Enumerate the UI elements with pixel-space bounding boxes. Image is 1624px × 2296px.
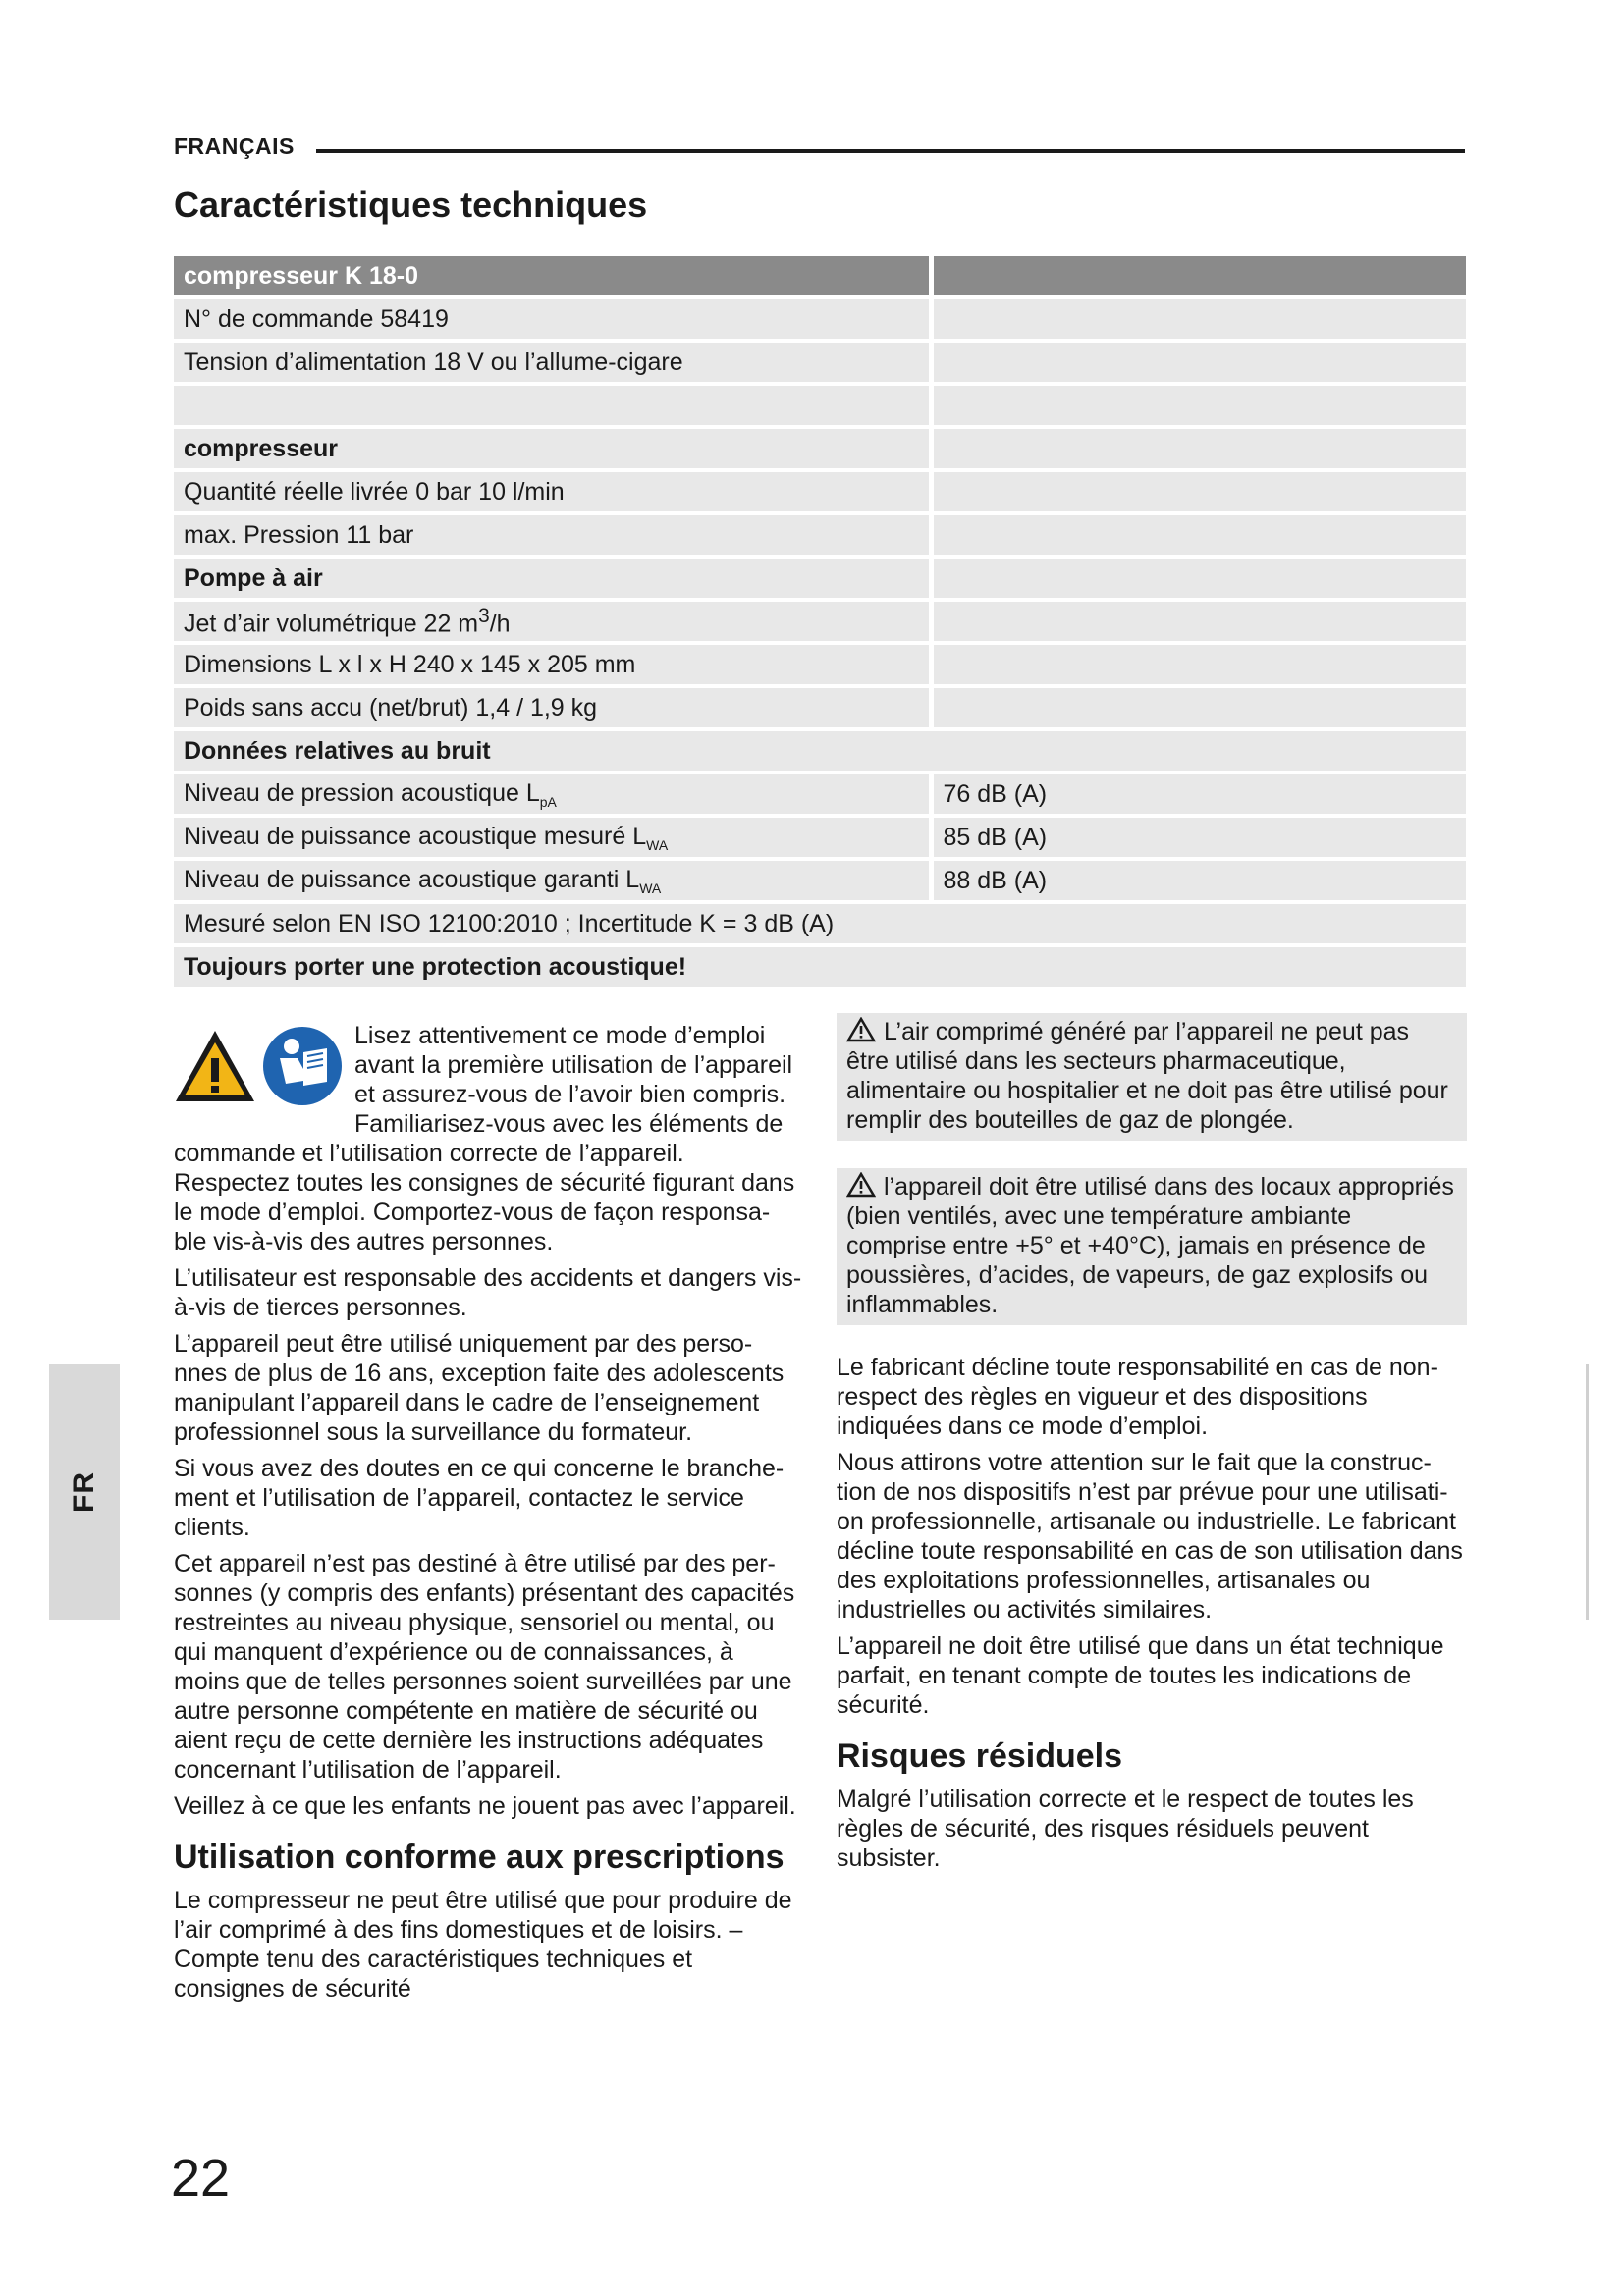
spec-label: Pompe à air (174, 559, 934, 598)
spec-value (934, 688, 1466, 727)
table-row (174, 731, 1466, 771)
right-column (837, 1013, 1467, 1880)
table-row (174, 602, 1466, 641)
side-tab-label: FR (68, 1471, 100, 1513)
spec-label-sub: WA (646, 836, 669, 853)
spec-value (934, 429, 1466, 468)
warning-box (837, 1168, 1467, 1325)
body-paragraph: Si vous avez des doutes en ce qui concerne le branche-ment et l’utilisation de l’appareil, contactez le service clients. (174, 1455, 785, 1541)
spec-label: Toujours porter une protection acoustique! (174, 947, 1466, 987)
spec-value: 88 dB (A) (934, 861, 1466, 900)
spec-table-header (174, 256, 1466, 295)
spec-header-cell: compresseur K 18-0 (174, 256, 934, 295)
spec-label: Poids sans accu (net/brut) 1,4 / 1,9 kg (174, 688, 934, 727)
table-row (174, 472, 1466, 511)
spec-value (934, 559, 1466, 598)
spec-label (174, 818, 934, 857)
table-row (174, 688, 1466, 727)
warning-text: l’appareil doit être utilisé dans des locaux appropriés (bien ventilés, avec une température ambiante comprise entre +5° et +40°C), jamais en présence de poussières, d’acides, de vapeurs, de gaz explosifs ou inflammables. (846, 1173, 1454, 1318)
warning-icon (846, 1172, 876, 1198)
body-paragraph: Le fabricant décline toute responsabilité en cas de non-respect des règles en vigueur et des dispositions indiquées dans ce mode d’emploi. (837, 1354, 1438, 1440)
table-row (174, 559, 1466, 598)
body-paragraph: L’appareil peut être utilisé uniquement par des perso-nnes de plus de 16 ans, exception faite des adolescents manipulant l’appareil dans le cadre de l’enseignement professionnel sous la surveillance du formateur. (174, 1330, 785, 1446)
spec-label: N° de commande 58419 (174, 299, 934, 339)
spec-label: Tension d’alimentation 18 V ou l’allume-cigare (174, 343, 934, 382)
warning-box (837, 1013, 1467, 1141)
table-row (174, 818, 1466, 857)
section-heading-intended-use: Utilisation conforme aux prescriptions (174, 1839, 785, 1876)
language-side-tab (49, 1364, 120, 1620)
spec-label (174, 861, 934, 900)
body-paragraph: Nous attirons votre attention sur le fait que la construc-tion de nos dispositifs n’est par prévue pour une utilisati-on professionnelle, artisanale ou industrielle. Le fabricant décline toute responsabilité en cas de son utilisation dans des exploitations professionnelles, artisanales ou industrielles ou activités similaires. (837, 1449, 1463, 1624)
spec-label-sub: WA (639, 880, 662, 896)
table-row (174, 947, 1466, 987)
table-row (174, 515, 1466, 555)
spec-label (174, 602, 934, 641)
body-paragraph: Cet appareil n’est pas destiné à être utilisé par des per-sonnes (y compris des enfants) présentant des capacités restreintes au niveau physique, sensoriel ou mental, ou qui manquent d’expérience ou de connaissances, à moins que de telles personnes soient surveillées par une autre personne compétente en matière de sécurité ou aient reçu de cette dernière les instructions adéquates concernant l’utilisation de l’appareil. (174, 1550, 795, 1784)
section-heading-residual-risks: Risques résiduels (837, 1737, 1123, 1775)
table-row (174, 774, 1466, 814)
spec-value (934, 515, 1466, 555)
spec-label-sub: pA (539, 793, 557, 810)
body-paragraph: Malgré l’utilisation correcte et le respect de toutes les règles de sécurité, des risques résiduels peuvent subsister. (837, 1786, 1414, 1872)
read-manual-icon (258, 1023, 347, 1111)
body-paragraph: L’appareil ne doit être utilisé que dans un état technique parfait, en tenant compte de toutes les indications de sécurité. (837, 1632, 1444, 1719)
spec-label-text: Niveau de puissance acoustique garanti L (184, 865, 640, 893)
page-number: 22 (171, 2149, 231, 2208)
spec-label-tail: /h (489, 610, 511, 638)
table-row (174, 645, 1466, 684)
table-row (174, 429, 1466, 468)
left-column (174, 1021, 802, 2010)
header-rule (316, 149, 1465, 153)
table-row (174, 386, 1466, 425)
warning-text: L’air comprimé généré par l’appareil ne peut pas être utilisé dans les secteurs pharmaceutique, alimentaire ou hospitalier et ne doit pas être utilisé pour remplir des bouteilles de gaz de plongée. (846, 1018, 1448, 1134)
body-paragraph: Veillez à ce que les enfants ne jouent pas avec l’appareil. (174, 1792, 796, 1820)
table-row (174, 904, 1466, 943)
body-paragraph: Le compresseur ne peut être utilisé que pour produire de l’air comprimé à des fins domestiques et de loisirs. – Compte tenu des caractéristiques techniques et consignes de sécurité (174, 1887, 792, 2002)
spec-label: Quantité réelle livrée 0 bar 10 l/min (174, 472, 934, 511)
spec-table (174, 252, 1466, 990)
spec-label-text: Jet d’air volumétrique 22 m (184, 610, 479, 638)
spec-value (934, 386, 1466, 425)
spec-label (174, 774, 934, 814)
spec-label: Données relatives au bruit (174, 731, 1466, 771)
table-row (174, 343, 1466, 382)
spec-label: max. Pression 11 bar (174, 515, 934, 555)
spec-label: Dimensions L x l x H 240 x 145 x 205 mm (174, 645, 934, 684)
warning-icon (846, 1017, 876, 1042)
spec-label-text: Niveau de puissance acoustique mesuré L (184, 822, 647, 850)
spec-header-empty-cell (934, 256, 1466, 295)
body-paragraph: L’utilisateur est responsable des accidents et dangers vis-à-vis de tierces personnes. (174, 1264, 802, 1321)
intro-icons (174, 1023, 351, 1116)
right-edge-marker (1586, 1364, 1589, 1620)
spec-label-sup: 3 (478, 604, 490, 627)
spec-value (934, 602, 1466, 641)
spec-label: compresseur (174, 429, 934, 468)
spec-label (174, 386, 934, 425)
table-row (174, 861, 1466, 900)
spec-value (934, 645, 1466, 684)
spec-label-text: Niveau de pression acoustique L (184, 778, 540, 807)
spec-value: 76 dB (A) (934, 774, 1466, 814)
spec-value (934, 343, 1466, 382)
spec-value (934, 472, 1466, 511)
spec-label: Mesuré selon EN ISO 12100:2010 ; Incertitude K = 3 dB (A) (174, 904, 1466, 943)
intro-paragraph: Lisez attentivement ce mode d’emploi avant la première utilisation de l’appareil et assurez-vous de l’avoir bien compris. Familiarisez-vous avec les éléments de commande et l’utilisation correcte de l’appareil. Respectez toutes les consignes de sécurité figurant dans le mode d’emploi. Comportez-vous de façon responsa-ble vis-à-vis des autres personnes. (174, 1022, 795, 1255)
spec-value (934, 299, 1466, 339)
header-language-label: FRANÇAIS (174, 133, 295, 159)
page-title: Caractéristiques techniques (174, 185, 648, 225)
table-row (174, 299, 1466, 339)
spec-value: 85 dB (A) (934, 818, 1466, 857)
